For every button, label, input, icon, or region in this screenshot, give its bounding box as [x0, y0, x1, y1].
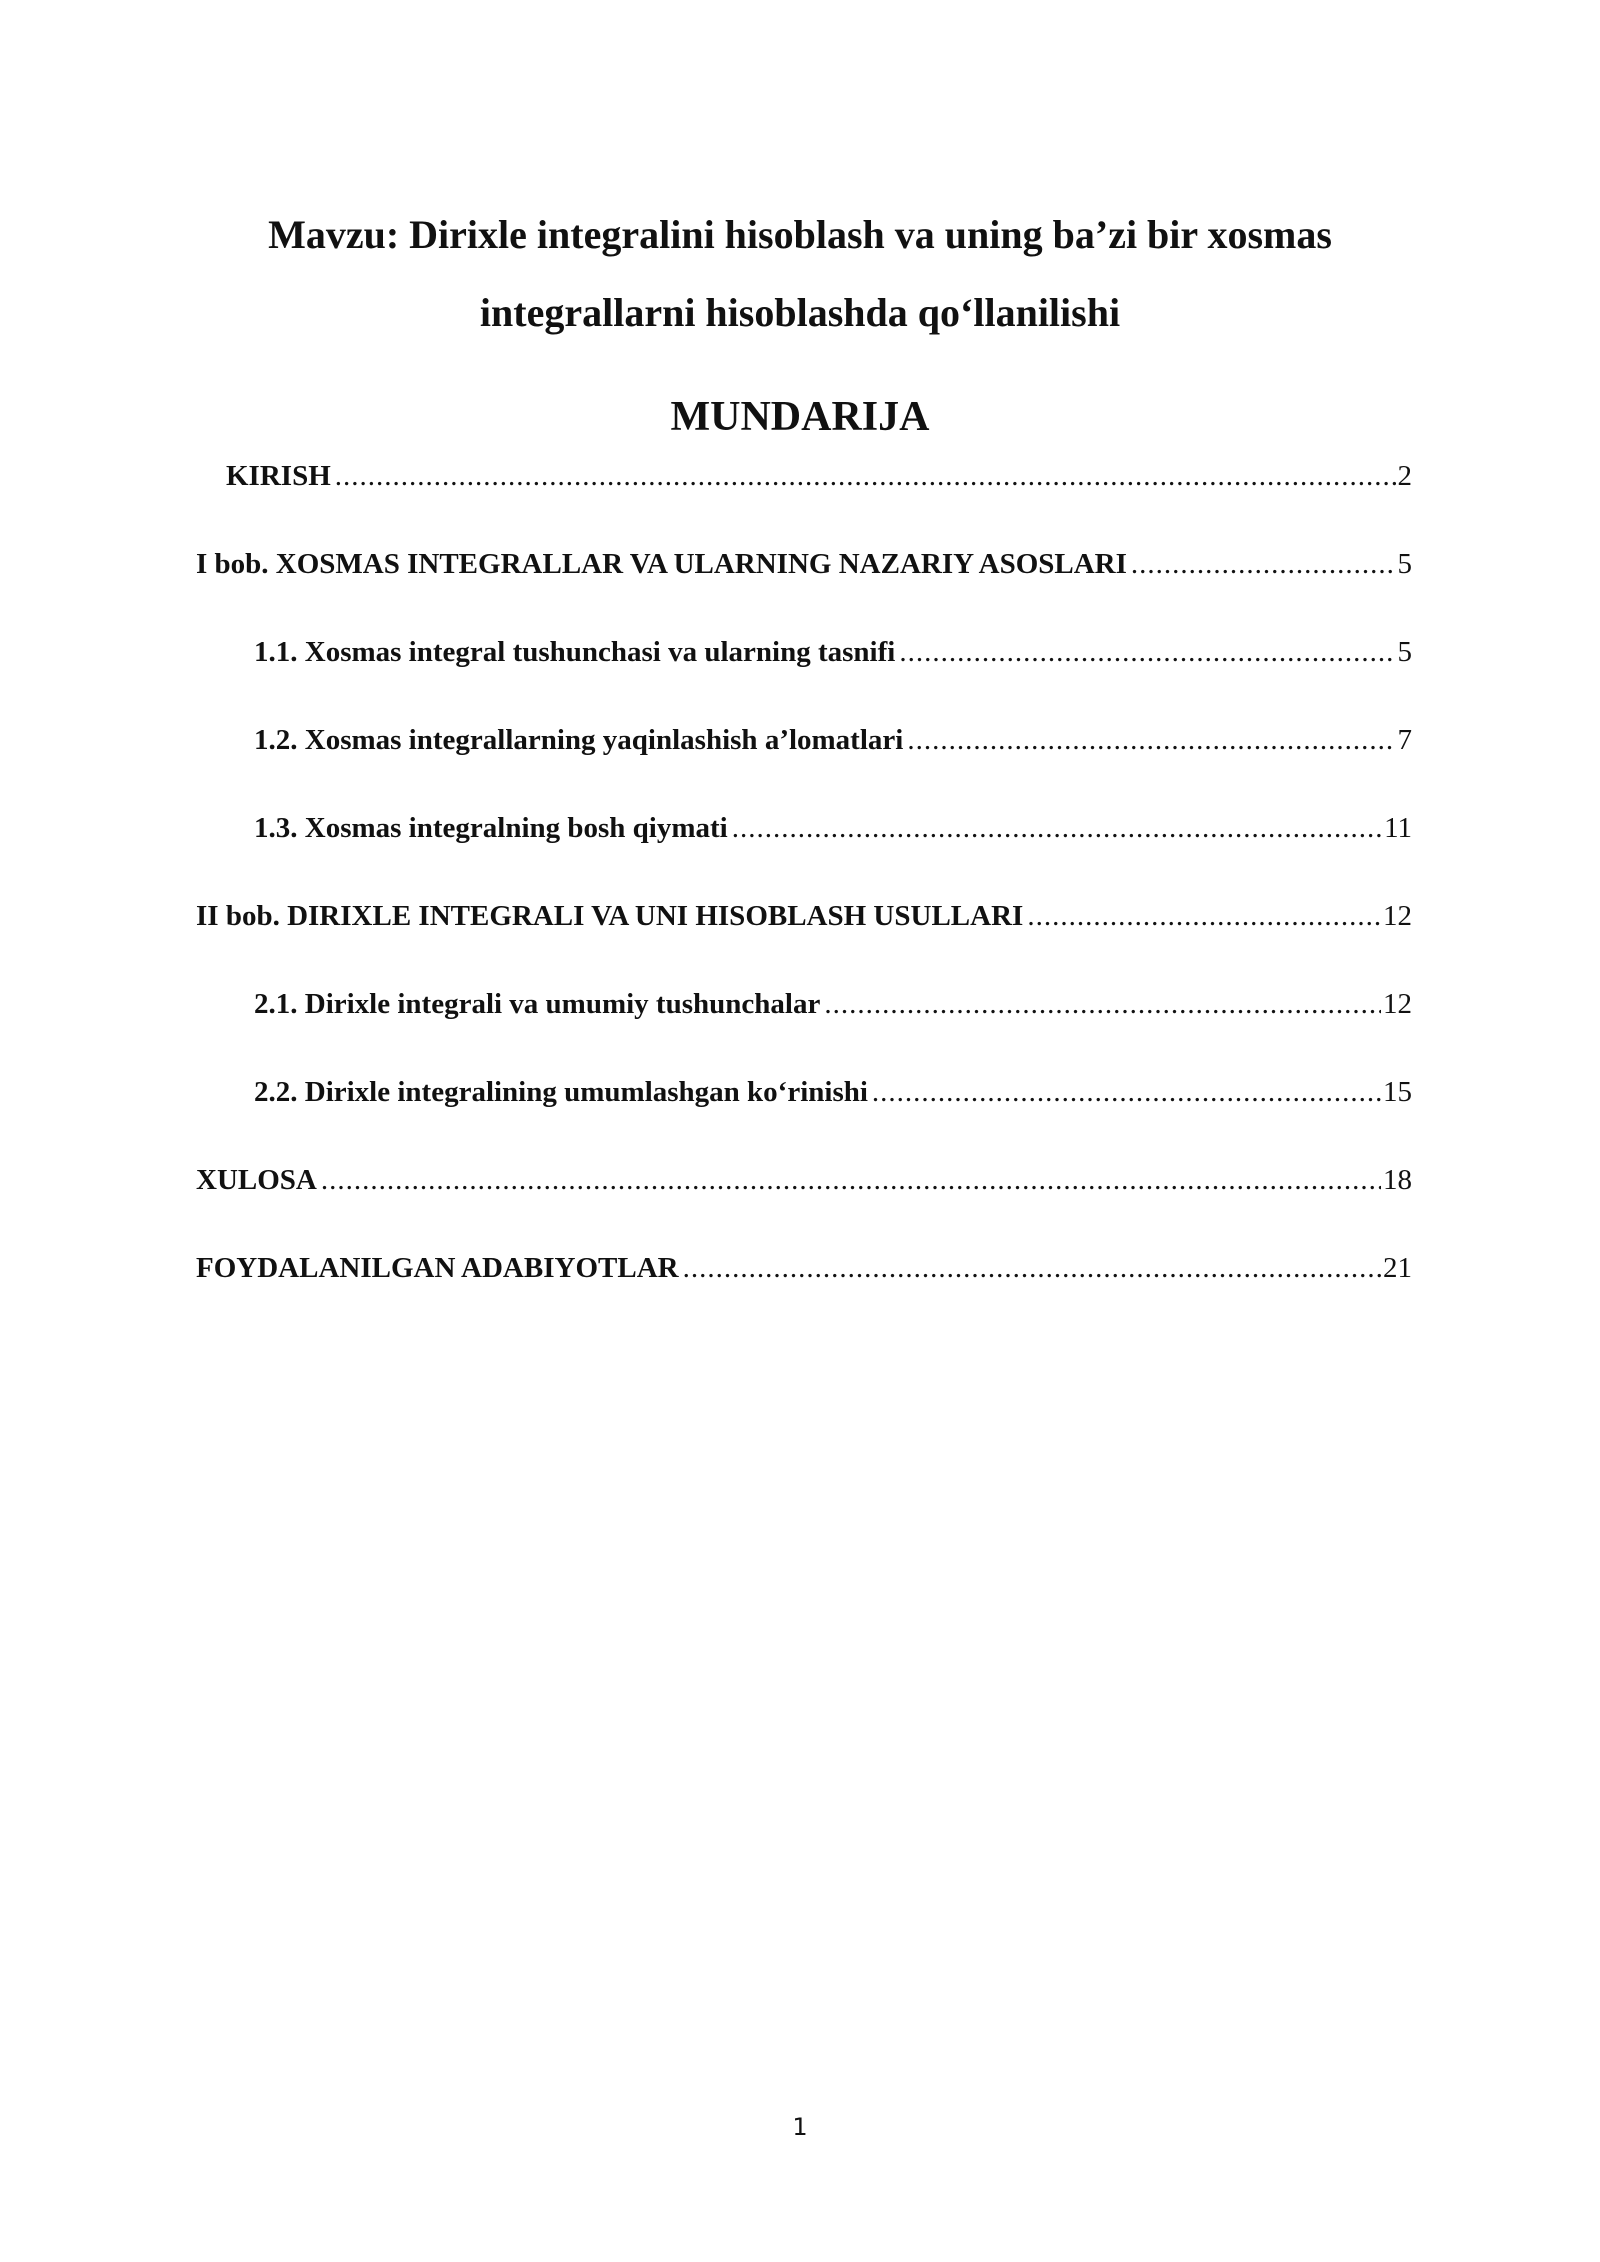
- toc-entry-page: 12: [1383, 900, 1412, 932]
- toc-leader-dots: [824, 986, 1381, 1022]
- toc-leader-dots: [872, 1074, 1381, 1110]
- toc-entry-page: 18: [1383, 1164, 1412, 1196]
- toc-entry-section-2-2[interactable]: [254, 1074, 1412, 1110]
- toc-entry-section-1-1[interactable]: [254, 634, 1412, 670]
- toc-entry-page: 15: [1383, 1076, 1412, 1108]
- toc-entry-section-2-1[interactable]: [254, 986, 1412, 1022]
- toc-entry-section-1-2[interactable]: [254, 722, 1412, 758]
- toc-leader-dots: [335, 458, 1396, 494]
- toc-entry-label: KIRISH: [226, 460, 331, 492]
- toc-leader-dots: [907, 722, 1395, 758]
- toc-leader-dots: [732, 810, 1382, 846]
- toc-entry-label: FOYDALANILGAN ADABIYOTLAR: [196, 1252, 679, 1284]
- toc-entry-references[interactable]: [196, 1250, 1412, 1286]
- toc-entry-label: 1.3. Xosmas integralning bosh qiymati: [254, 812, 728, 844]
- page-number: 1: [792, 2113, 808, 2141]
- toc-entry-label: 1.2. Xosmas integrallarning yaqinlashish a’lomatlari: [254, 724, 904, 756]
- toc-leader-dots: [899, 634, 1395, 670]
- toc-entry-label: 1.1. Xosmas integral tushunchasi va ularning tasnifi: [254, 636, 896, 668]
- toc-entry-section-1-3[interactable]: [254, 810, 1412, 846]
- toc-leader-dots: [1027, 898, 1381, 934]
- toc-entry-label: XULOSA: [196, 1164, 317, 1196]
- toc-entry-chapter-1[interactable]: [196, 546, 1412, 582]
- toc-heading: MUNDARIJA: [670, 394, 930, 440]
- toc-entry-label: I bob. XOSMAS INTEGRALLAR VA ULARNING NAZARIY ASOSLARI: [196, 548, 1127, 580]
- toc-leader-dots: [683, 1250, 1381, 1286]
- toc-leader-dots: [321, 1162, 1381, 1198]
- toc-entry-page: 7: [1397, 724, 1412, 756]
- toc-entry-page: 5: [1397, 636, 1412, 668]
- toc-entry-page: 11: [1384, 812, 1412, 844]
- toc-entry-label: 2.1. Dirixle integrali va umumiy tushunchalar: [254, 988, 821, 1020]
- toc-entry-label: 2.2. Dirixle integralining umumlashgan ko‘rinishi: [254, 1076, 868, 1108]
- toc-entry-page: 12: [1383, 988, 1412, 1020]
- toc-entry-chapter-2[interactable]: [196, 898, 1412, 934]
- toc-entry-page: 2: [1397, 460, 1412, 492]
- document-title-line-2: integrallarni hisoblashda qo‘llanilishi: [479, 290, 1121, 335]
- toc-entry-kirish[interactable]: [226, 458, 1412, 494]
- toc-entry-label: II bob. DIRIXLE INTEGRALI VA UNI HISOBLASH USULLARI: [196, 900, 1024, 932]
- toc-entry-page: 5: [1397, 548, 1412, 580]
- document-title-line-1: Mavzu: Dirixle integralini hisoblash va uning ba’zi bir xosmas: [268, 212, 1332, 257]
- toc-entry-xulosa[interactable]: [196, 1162, 1412, 1198]
- toc-entry-page: 21: [1383, 1252, 1412, 1284]
- toc-leader-dots: [1131, 546, 1396, 582]
